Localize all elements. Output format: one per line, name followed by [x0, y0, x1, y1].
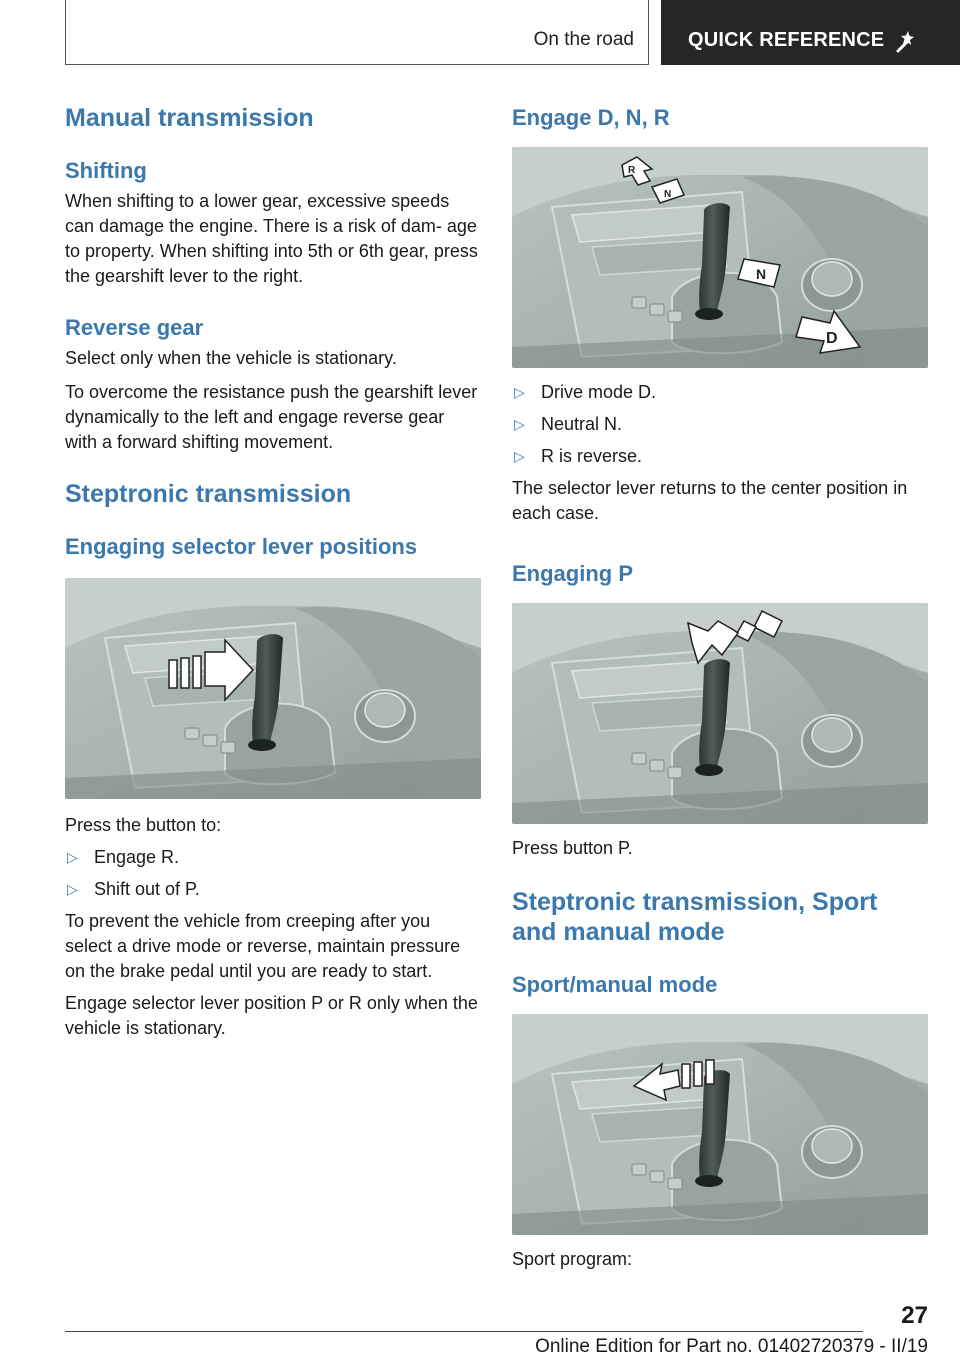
heading-manual-transmission: Manual transmission	[65, 104, 314, 132]
bullet-shift-out-p: ▷ Shift out of P.	[65, 877, 481, 902]
paragraph-press-button: Press the button to:	[65, 815, 222, 835]
svg-text:D: D	[826, 330, 838, 347]
heading-steptronic-sport-manual: Steptronic transmission, Sport and manual mode	[512, 888, 878, 946]
engaging-p-photo	[512, 603, 928, 824]
triangle-bullet-icon: ▷	[514, 448, 525, 464]
svg-text:N: N	[756, 266, 767, 282]
heading-shifting: Shifting	[65, 158, 147, 183]
quick-reference-label: QUICK REFERENCE	[688, 29, 885, 51]
paragraph-engage-p-or-r: Engage selector lever position P or R only when the vehicle is stationary.	[65, 993, 478, 1038]
svg-text:R: R	[628, 165, 636, 176]
heading-engaging-p: Engaging P	[512, 561, 633, 586]
svg-text:N: N	[664, 189, 672, 200]
footer-edition: Online Edition for Part no. 01402720379 - II/19	[535, 1336, 928, 1357]
heading-engaging-positions: Engaging selector lever positions	[65, 534, 418, 559]
bullet-drive-mode: ▷ Drive mode D.	[512, 380, 928, 405]
paragraph-reverse-stationary: Select only when the vehicle is stationary.	[65, 348, 397, 368]
engage-dnr-photo	[512, 147, 928, 368]
right-column	[512, 100, 928, 1272]
sport-manual-mode-photo	[512, 1014, 928, 1235]
lightning-wand-icon	[895, 28, 921, 54]
paragraph-creeping: To prevent the vehicle from creeping after you select a drive mode or reverse, maintain pressure on the brake pedal until you are ready to start.	[65, 911, 461, 981]
selector-lever-button-photo	[65, 578, 481, 799]
header-section-title: On the road	[533, 29, 634, 50]
header-section-box	[65, 0, 649, 65]
paragraph-sport-program: Sport program:	[512, 1249, 633, 1269]
triangle-bullet-icon: ▷	[67, 849, 78, 865]
bullet-reverse: ▷ R is reverse.	[512, 444, 928, 469]
footer-divider	[65, 1331, 863, 1332]
quick-reference-tab[interactable]	[661, 0, 960, 65]
triangle-bullet-icon: ▷	[514, 384, 525, 400]
triangle-bullet-icon: ▷	[514, 416, 525, 432]
heading-steptronic: Steptronic transmission	[65, 480, 352, 508]
page-number: 27	[901, 1302, 928, 1329]
left-column	[65, 100, 481, 1041]
bullet-engage-r: ▷ Engage R.	[65, 845, 481, 870]
heading-engage-dnr: Engage D, N, R	[512, 105, 670, 130]
heading-reverse-gear: Reverse gear	[65, 315, 204, 340]
paragraph-returns-center: The selector lever returns to the center position in each case.	[512, 478, 908, 523]
paragraph-reverse-resistance: To overcome the resistance push the gearshift lever dynamically to the left and engage reverse gear with a forward shifting movement.	[65, 382, 478, 452]
paragraph-shifting: When shifting to a lower gear, excessive speeds can damage the engine. There is a risk of dam- age to property. When shifting into 5th or 6th gear, press the gearshift lever to the right.	[65, 191, 478, 286]
triangle-bullet-icon: ▷	[67, 881, 78, 897]
bullet-neutral: ▷ Neutral N.	[512, 412, 928, 437]
heading-sport-manual-mode: Sport/manual mode	[512, 972, 718, 997]
paragraph-press-p: Press button P.	[512, 838, 633, 858]
